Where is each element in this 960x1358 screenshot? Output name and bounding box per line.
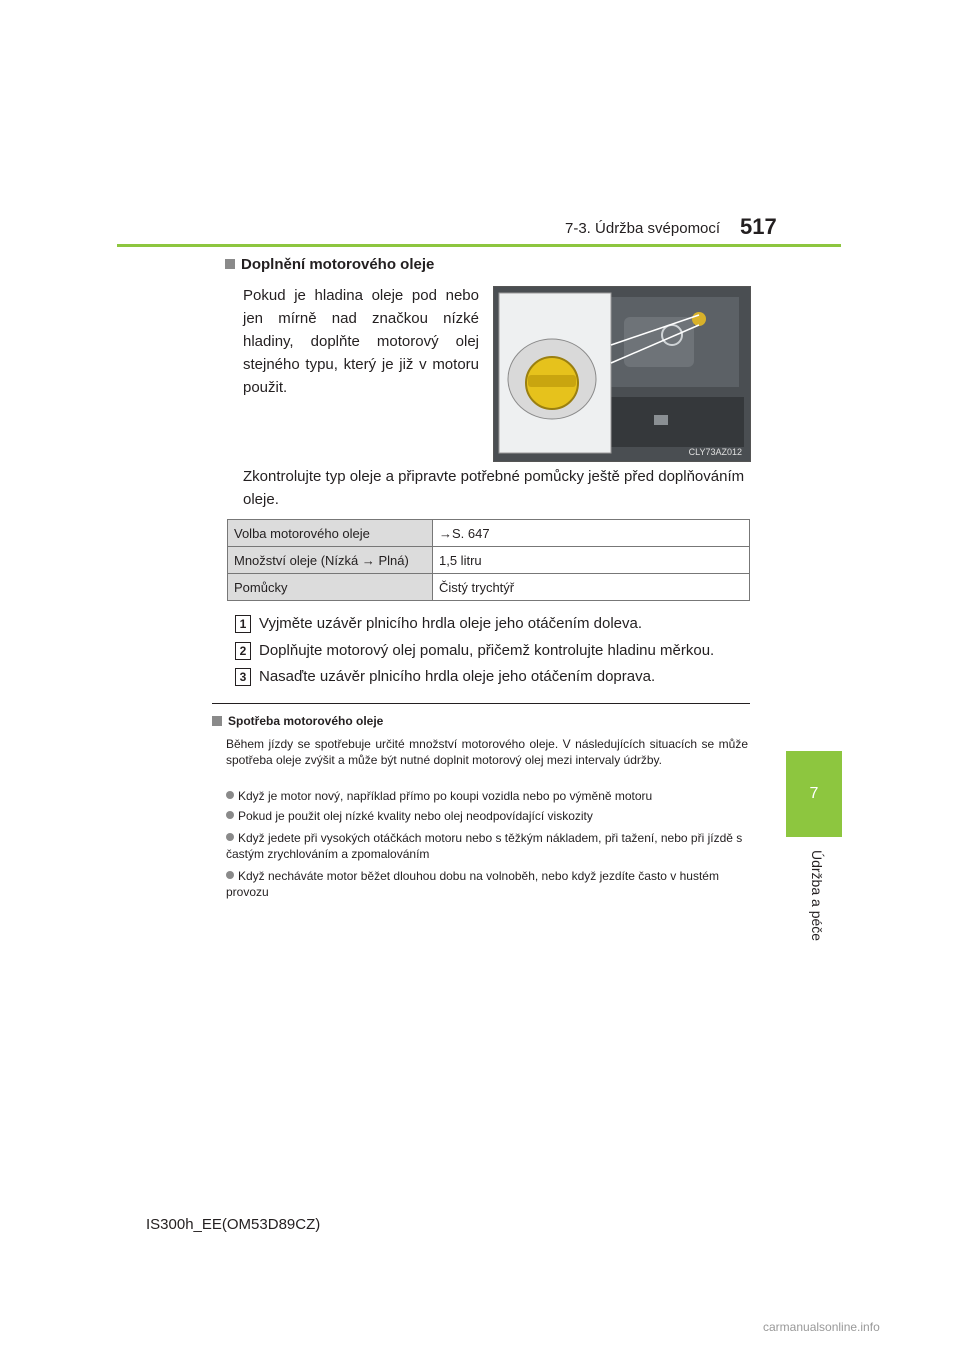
table-value: Čistý trychtýř [433, 574, 750, 601]
note-bullet [226, 868, 750, 900]
step-2 [235, 642, 714, 660]
oil-cap-figure [493, 286, 751, 462]
running-header-section: 7-3. Údržba svépomocí [565, 220, 721, 237]
step-text: Doplňujte motorový olej pomalu, přičemž kontrolujte hladinu měrkou. [259, 642, 715, 659]
intro-paragraph: Pokud je hladina oleje pod nebo jen mírně nad značkou nízké hladiny, doplňte motorový olej stejného typu, který je již v motoru použit. [243, 287, 479, 396]
check-note: Zkontrolujte typ oleje a připravte potřebné pomůcky ještě před doplňováním oleje. [243, 468, 745, 508]
step-3 [235, 668, 655, 686]
figure-code: CLY73AZ012 [688, 447, 742, 457]
square-bullet-icon [225, 259, 235, 269]
square-bullet-icon [212, 716, 222, 726]
watermark: carmanualsonline.info [763, 1320, 880, 1334]
table-row [228, 574, 750, 601]
chapter-label: Údržba a péče [809, 850, 825, 942]
table-key: Množství oleje (Nízká → Plná) [228, 547, 433, 574]
step-number-badge: 1 [235, 615, 251, 633]
table-value: 1,5 litru [433, 547, 750, 574]
bullet-text: Když je motor nový, například přímo po koupi vozidla nebo po výměně motoru [238, 789, 653, 803]
note-bullet [226, 788, 750, 804]
bullet-text: Když necháváte motor běžet dlouhou dobu na volnoběh, nebo když jezdíte často v hustém provozu [226, 869, 719, 899]
note-title [212, 714, 383, 728]
oil-spec-table [227, 519, 750, 601]
footer-manual-code: IS300h_EE(OM53D89CZ) [146, 1216, 321, 1233]
table-key: Pomůcky [228, 574, 433, 601]
engine-bay-illustration [494, 287, 750, 461]
note-body: Během jízdy se spotřebuje určité množství motorového oleje. V následujících situacích se může spotřeba oleje zvýšit a může být nutné doplnit motorový olej mezi intervaly údržby. [226, 737, 748, 767]
table-row [228, 520, 750, 547]
bullet-dot-icon [226, 811, 234, 819]
table-value: →S. 647 [433, 520, 750, 547]
bullet-dot-icon [226, 871, 234, 879]
header-rule [117, 244, 841, 247]
chapter-tab [786, 751, 842, 837]
table-key: Volba motorového oleje [228, 520, 433, 547]
note-bullet [226, 808, 750, 824]
bullet-text: Pokud je použit olej nízké kvality nebo olej neodpovídající viskozity [238, 809, 593, 823]
step-1 [235, 615, 642, 633]
section-title [225, 256, 434, 273]
bullet-text: Když jedete při vysokých otáčkách motoru nebo s těžkým nákladem, při tažení, nebo při jízdě s častým zrychlováním a zpomalováním [226, 831, 743, 861]
section-title-text: Doplnění motorového oleje [241, 256, 435, 273]
step-text: Nasaďte uzávěr plnicího hrdla oleje jeho otáčením doprava. [259, 668, 656, 685]
step-number-badge: 3 [235, 668, 251, 686]
chapter-number: 7 [809, 785, 819, 802]
note-bullet [226, 830, 750, 862]
step-text: Vyjměte uzávěr plnicího hrdla oleje jeho otáčením doleva. [259, 615, 642, 632]
step-number-badge: 2 [235, 642, 251, 660]
bullet-dot-icon [226, 833, 234, 841]
table-row [228, 547, 750, 574]
bullet-dot-icon [226, 791, 234, 799]
note-title-text: Spotřeba motorového oleje [228, 714, 384, 728]
page-number: 517 [740, 214, 777, 239]
section-divider [212, 703, 750, 704]
